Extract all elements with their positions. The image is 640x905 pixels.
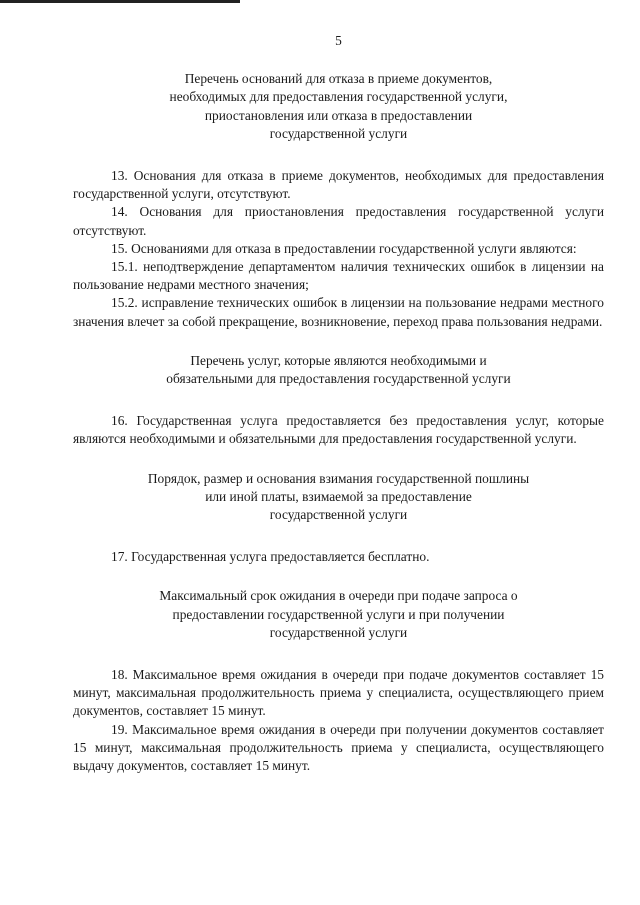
heading-line: необходимых для предоставления государственной услуги, [169, 89, 508, 105]
heading-line: государственной услуги [269, 507, 408, 523]
paragraph-17: 17. Государственная услуга предоставляется бесплатно. [111, 549, 430, 565]
heading-line: или иной платы, взимаемой за предоставление [205, 488, 472, 504]
paragraph-16: 16. Государственная услуга предоставляется без предоставления услуг, которые являются необходимыми и обязательными для предоставления государственной услуги. [73, 413, 604, 447]
section-heading [73, 587, 604, 642]
paragraph-13: 13. Основания для отказа в приеме документов, необходимых для предоставления государственной услуги, отсутствуют. [73, 168, 604, 202]
section-waiting-time [73, 587, 604, 775]
heading-line: приостановления или отказа в предоставлении [204, 107, 473, 123]
section-required-services [73, 352, 604, 449]
section-fees [73, 470, 604, 567]
heading-line: обязательными для предоставления государственной услуги [166, 371, 511, 387]
heading-line: Перечень услуг, которые являются необходимыми и [190, 352, 487, 368]
document-page [73, 32, 604, 775]
section-heading [73, 70, 604, 143]
section-refusal-grounds [73, 70, 604, 331]
section-heading [73, 470, 604, 525]
paragraph-14: 14. Основания для приостановления предоставления государственной услуги отсутствуют. [73, 204, 604, 238]
paragraph-19: 19. Максимальное время ожидания в очереди при получении документов составляет 15 минут, максимальная продолжительность приема у специалиста, осуществляющего выдачу документов, составляет 15 минут. [73, 721, 604, 774]
heading-line: государственной услуги [269, 624, 408, 640]
heading-line: Максимальный срок ожидания в очереди при подаче запроса о [159, 588, 518, 604]
heading-line: государственной услуги [269, 125, 408, 141]
section-heading [73, 352, 604, 388]
paragraph-18: 18. Максимальное время ожидания в очереди при подаче документов составляет 15 минут, максимальная продолжительность приема у специалиста, осуществляющего прием документов, составляет 15 минут. [73, 667, 604, 719]
page-number: 5 [335, 33, 342, 48]
heading-line: Порядок, размер и основания взимания государственной пошлины [147, 470, 530, 486]
heading-line: предоставлении государственной услуги и при получении [172, 606, 505, 622]
paragraph-15-1: 15.1. неподтверждение департаментом наличия технических ошибок в лицензии на пользование недрами местного значения; [73, 259, 604, 293]
paragraph-15: 15. Основаниями для отказа в предоставлении государственной услуги являются: [111, 240, 577, 256]
heading-line: Перечень оснований для отказа в приеме документов, [184, 71, 493, 87]
top-rule [0, 0, 240, 3]
paragraph-15-2: 15.2. исправление технических ошибок в лицензии на пользование недрами местного значения влечет за собой прекращение, возникновение, переход права пользования недрами. [73, 295, 604, 329]
